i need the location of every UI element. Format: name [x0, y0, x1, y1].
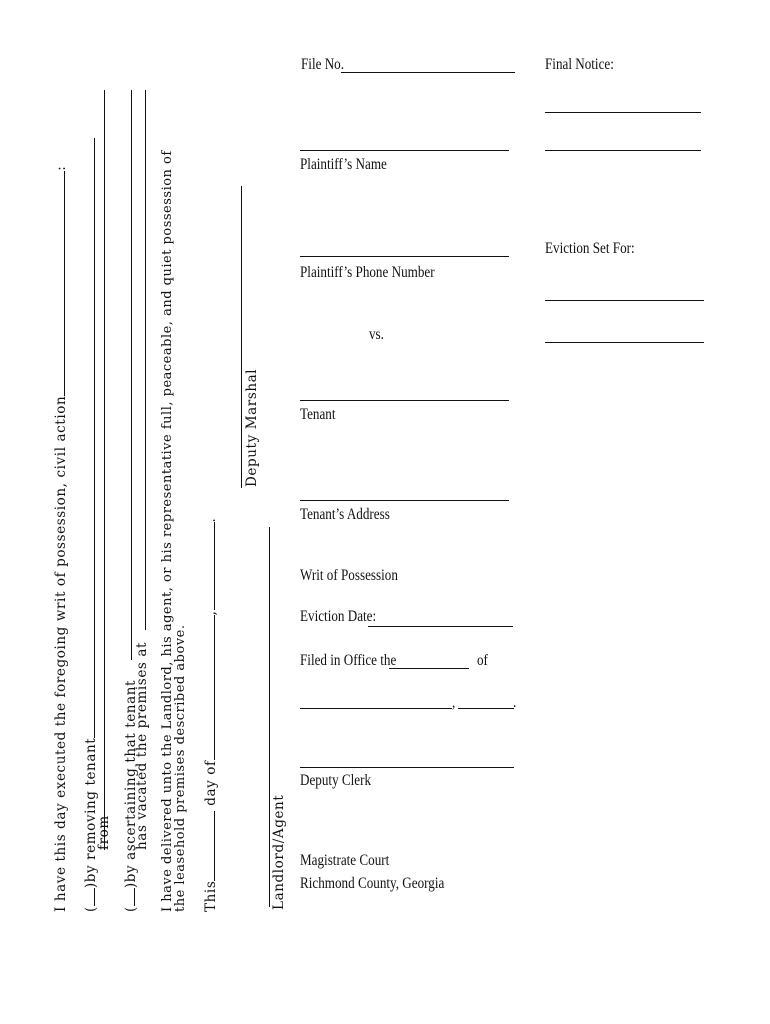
- year-blank[interactable]: [200, 522, 215, 610]
- final-notice-line-1[interactable]: [545, 112, 701, 113]
- landlord-signature-line[interactable]: [269, 527, 270, 907]
- ascertaining-checkbox[interactable]: [120, 888, 135, 906]
- executed-writ-text: I have this day executed the foregoing writ of possession, civil action: [53, 395, 69, 912]
- deputy-clerk-line[interactable]: [300, 767, 514, 768]
- court-county: Richmond County, Georgia: [300, 875, 445, 892]
- eviction-set-for-line-2[interactable]: [545, 342, 704, 343]
- option-ascertaining: ()by ascertaining that tenant: [120, 680, 139, 912]
- plaintiff-phone-label: Plaintiff’s Phone Number: [300, 264, 435, 281]
- final-notice-line-2[interactable]: [545, 150, 701, 151]
- ascertaining-address-line-1[interactable]: [131, 90, 132, 660]
- eviction-set-for-line-1[interactable]: [545, 300, 704, 301]
- file-no-blank[interactable]: [341, 72, 515, 73]
- final-notice-label: Final Notice:: [545, 56, 614, 73]
- day-blank[interactable]: [200, 811, 215, 881]
- eviction-date-label: Eviction Date:: [300, 608, 377, 625]
- writ-of-possession-title: Writ of Possession: [300, 567, 398, 584]
- tenant-address-label: Tenant’s Address: [300, 506, 390, 523]
- plaintiff-phone-line[interactable]: [300, 256, 509, 257]
- removing-tenant-blank[interactable]: [80, 138, 95, 738]
- tenant-line[interactable]: [300, 400, 509, 401]
- versus-label: vs.: [369, 326, 384, 343]
- month-blank[interactable]: [200, 615, 215, 760]
- deputy-marshal-label: Deputy Marshal: [244, 368, 260, 487]
- filed-month-blank[interactable]: [300, 708, 452, 709]
- filed-year-blank[interactable]: [458, 708, 514, 709]
- option-removing-tenant: ()by removing tenant: [80, 138, 99, 912]
- file-no-label: File No.: [301, 56, 345, 73]
- eviction-date-blank[interactable]: [368, 626, 513, 627]
- tenant-address-line[interactable]: [300, 500, 509, 501]
- eviction-set-for-label: Eviction Set For:: [545, 240, 635, 257]
- option-removing-tenant-from: from: [96, 815, 112, 850]
- filed-in-office-label: Filed in Office the: [300, 652, 397, 669]
- filed-of-label: of: [477, 652, 488, 669]
- from-address-line[interactable]: [104, 90, 105, 850]
- filed-day-blank[interactable]: [389, 668, 469, 669]
- date-line: This day of,.: [200, 518, 219, 912]
- civil-action-blank[interactable]: [50, 171, 65, 396]
- removing-tenant-checkbox[interactable]: [80, 888, 95, 906]
- delivered-statement-1: I have delivered unto the Landlord, his agent, or his representative full, peaceable, and quiet possession of: [160, 150, 175, 912]
- plaintiff-name-label: Plaintiff’s Name: [300, 156, 387, 173]
- court-name: Magistrate Court: [300, 852, 390, 869]
- deputy-marshal-signature-line[interactable]: [241, 186, 242, 488]
- executed-writ-line: I have this day executed the foregoing writ of possession, civil action:: [50, 166, 69, 912]
- plaintiff-name-line[interactable]: [300, 150, 509, 151]
- ascertaining-address-line-2[interactable]: [145, 90, 146, 630]
- option-ascertaining-line2: has vacated the premises at: [134, 641, 150, 850]
- tenant-label: Tenant: [300, 406, 336, 423]
- landlord-agent-label: Landlord/Agent: [271, 794, 287, 910]
- delivered-statement-2: the leasehold premises described above.: [173, 624, 188, 912]
- deputy-clerk-label: Deputy Clerk: [300, 772, 372, 789]
